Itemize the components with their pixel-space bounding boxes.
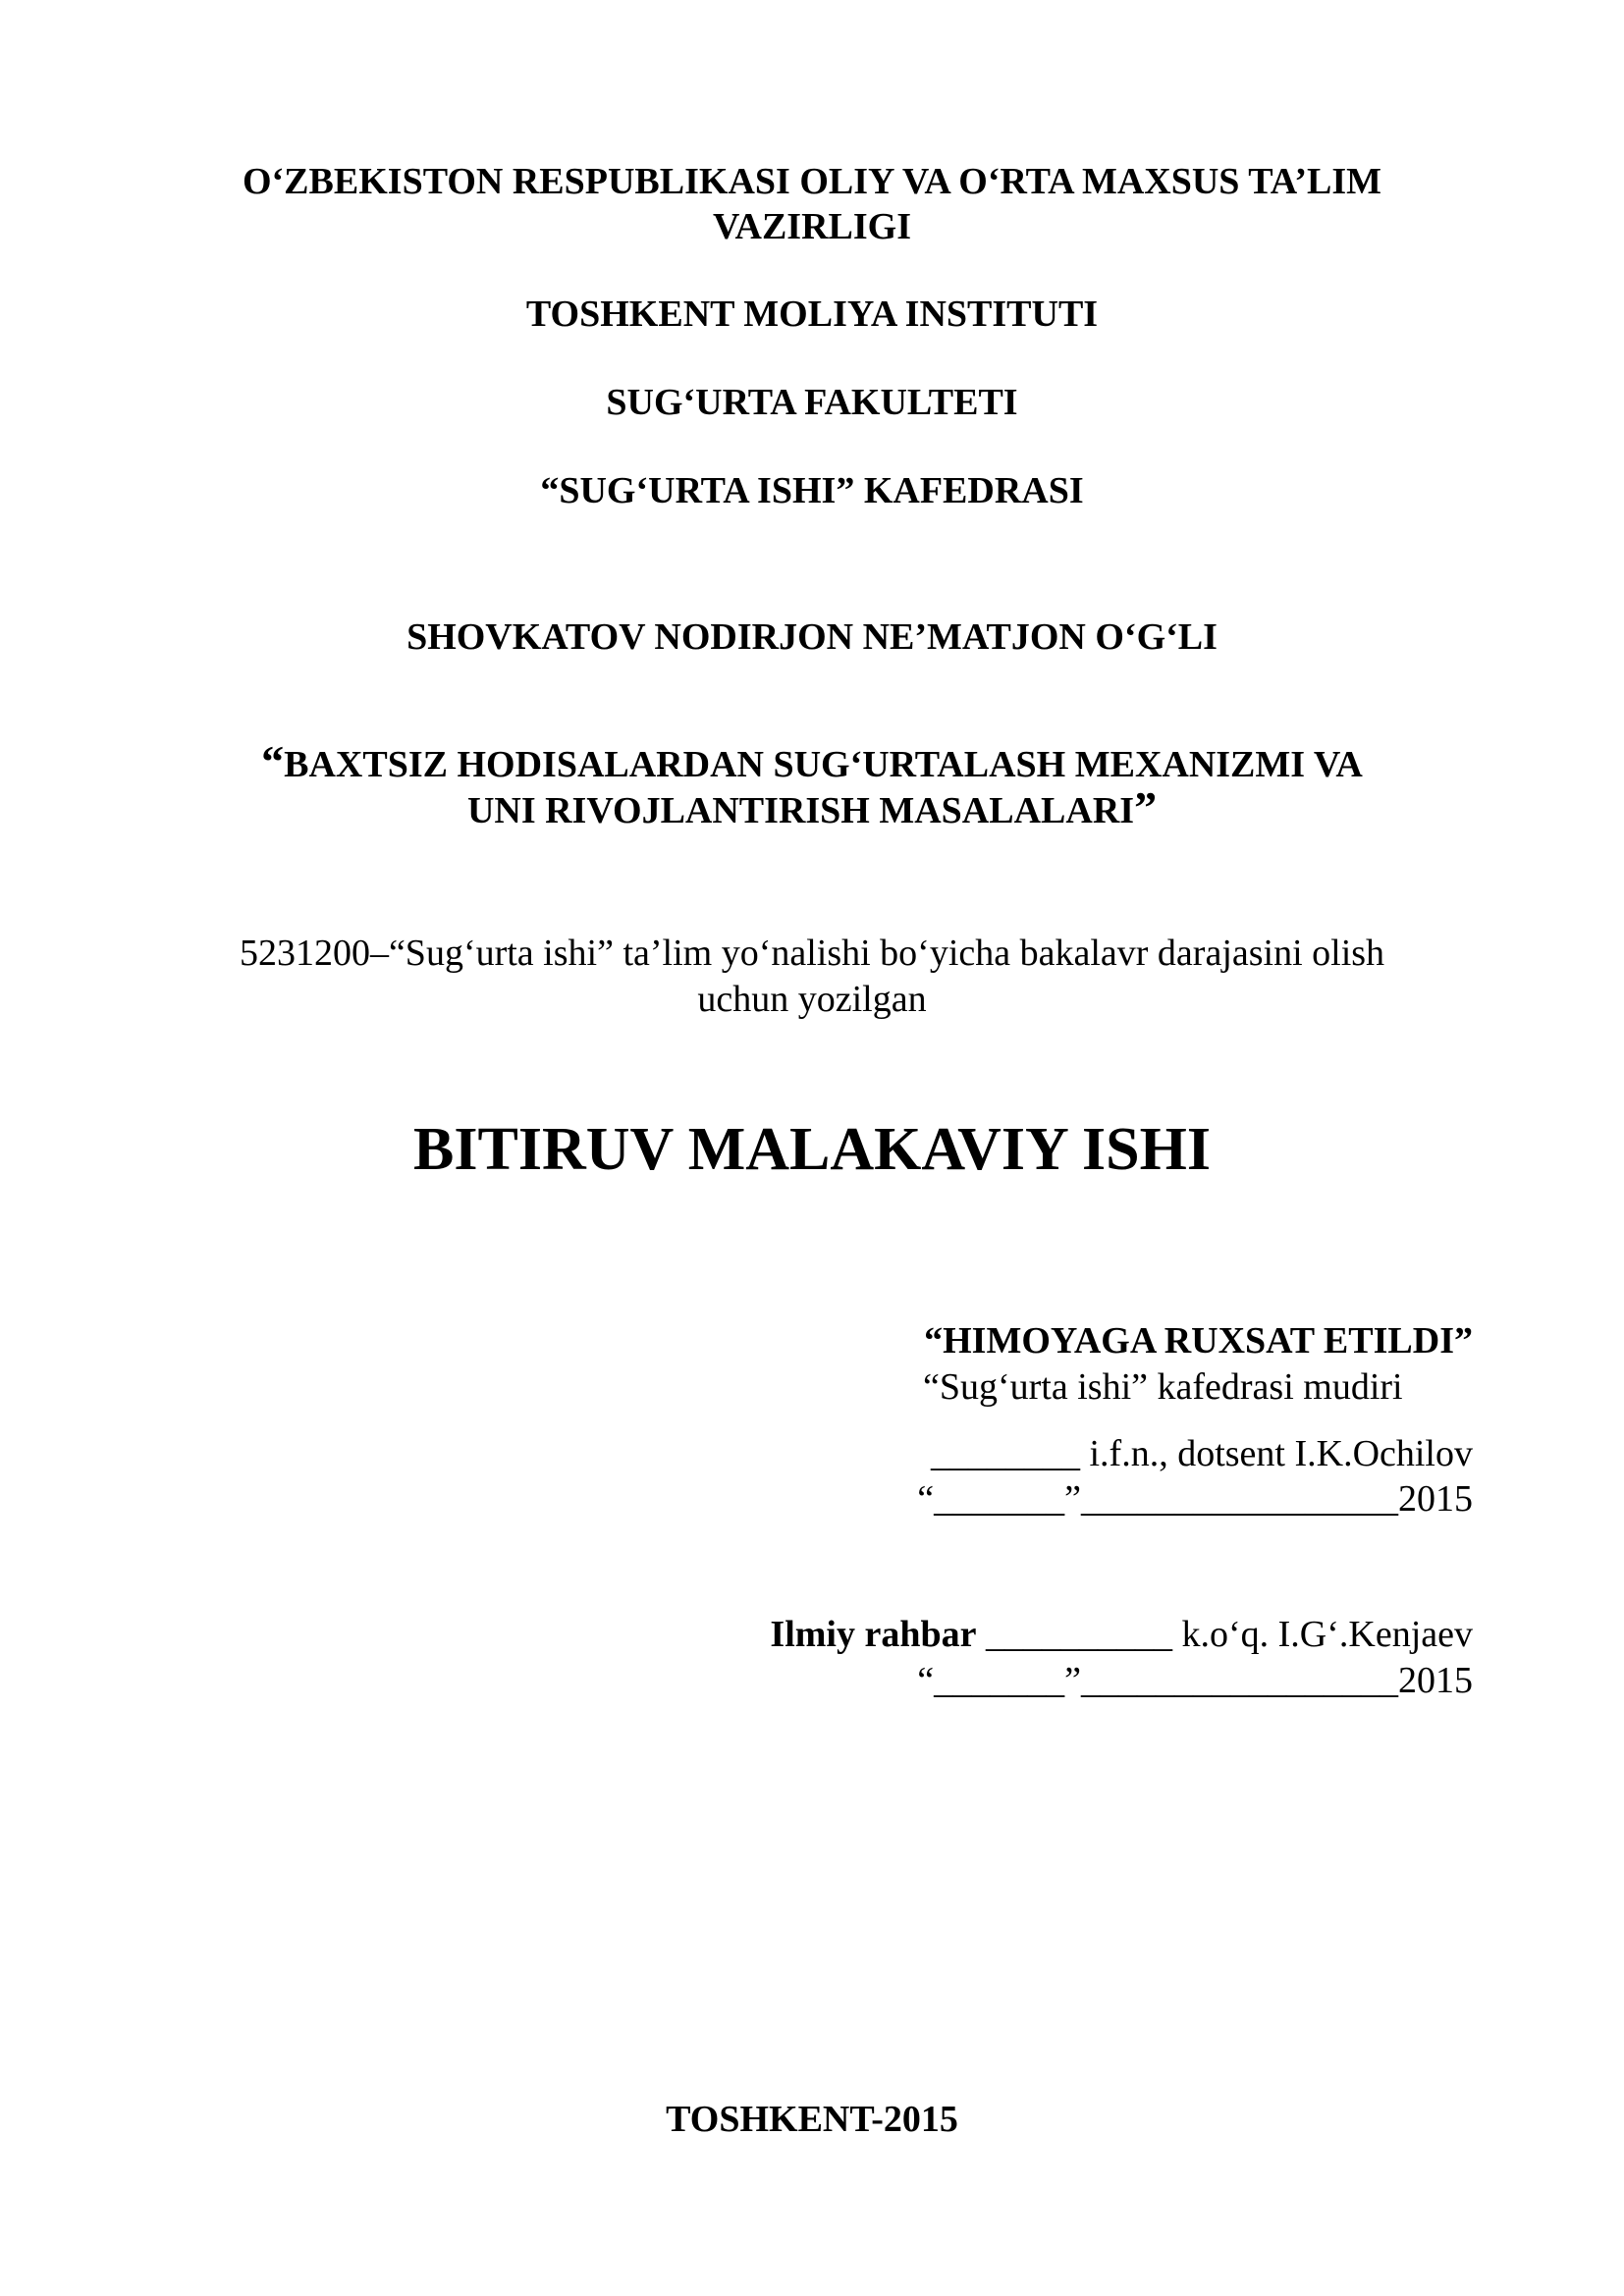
faculty-name: SUG‘URTA FAKULTETI bbox=[606, 382, 1018, 423]
approval-role: “Sug‘urta ishi” kafedrasi mudiri bbox=[923, 1366, 1403, 1408]
purpose-line-2: uchun yozilgan bbox=[697, 979, 927, 1020]
supervisor-label: Ilmiy rahbar bbox=[770, 1614, 977, 1655]
thesis-title-open-quote: “ bbox=[261, 736, 285, 786]
thesis-title-close-quote: ” bbox=[1134, 782, 1158, 832]
approval-heading: “HIMOYAGA RUXSAT ETILDI” bbox=[924, 1320, 1473, 1362]
ministry-line-2: VAZIRLIGI bbox=[712, 206, 912, 247]
approval-signature-line: ________ i.f.n., dotsent I.K.Ochilov bbox=[930, 1433, 1473, 1474]
institute-name: TOSHKENT MOLIYA INSTITUTI bbox=[525, 294, 1099, 335]
purpose-line-1: 5231200–“Sug‘urta ishi” ta’lim yo‘nalishi bo‘yicha bakalavr darajasini olish bbox=[239, 933, 1385, 974]
thesis-title-line-2 bbox=[0, 782, 1624, 832]
thesis-title-line-1 bbox=[0, 736, 1624, 786]
supervisor-date-line: “_______”_________________2015 bbox=[917, 1660, 1473, 1701]
supervisor-line bbox=[589, 1616, 1473, 1653]
footer-city-year: TOSHKENT-2015 bbox=[666, 2099, 958, 2140]
supervisor-signature-line: __________ k.o‘q. I.G‘.Kenjaev bbox=[976, 1614, 1473, 1655]
ministry-line-1: O‘ZBEKISTON RESPUBLIKASI OLIY VA O‘RTA MAXSUS TA’LIM bbox=[242, 161, 1382, 202]
author-name: SHOVKATOV NODIRJON NE’MATJON O‘G‘LI bbox=[406, 616, 1218, 658]
document-type-title: BITIRUV MALAKAVIY ISHI bbox=[413, 1116, 1211, 1183]
department-name: “SUG‘URTA ISHI” KAFEDRASI bbox=[540, 470, 1084, 511]
thesis-title-text-1: BAXTSIZ HODISALARDAN SUG‘URTALASH MEXANIZMI VA bbox=[284, 744, 1363, 785]
thesis-title-text-2: UNI RIVOJLANTIRISH MASALALARI bbox=[466, 790, 1135, 831]
approval-date-line: “_______”_________________2015 bbox=[917, 1478, 1473, 1520]
